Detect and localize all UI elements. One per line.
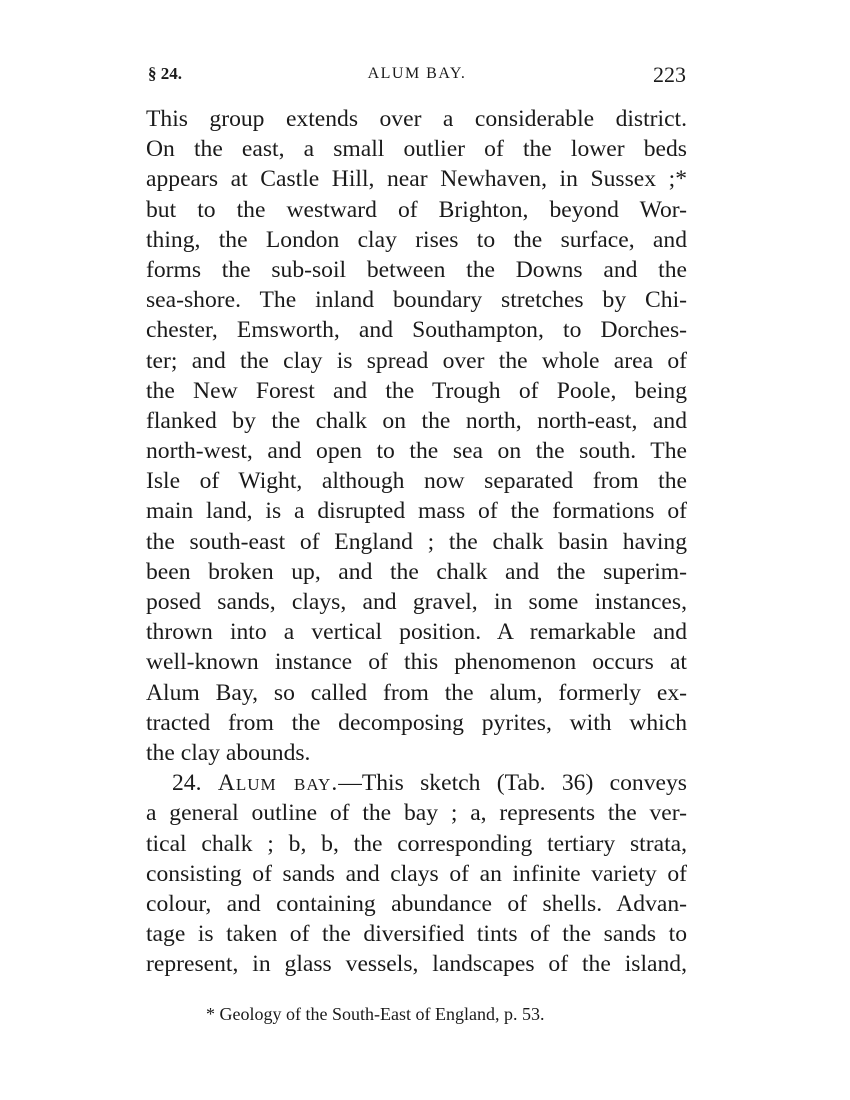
page-number: 223: [653, 62, 686, 87]
text-line: well-known instance of this phenomenon occurs at: [146, 649, 687, 676]
text-line: main land, is a disrupted mass of the formations of: [146, 498, 687, 525]
text-line: forms the sub-soil between the Downs and the: [146, 256, 687, 283]
text-line: Isle of Wight, although now separated from the: [146, 468, 687, 495]
section-heading-number: 24.: [172, 770, 202, 797]
section-number: § 24.: [148, 64, 182, 83]
text-line: colour, and containing abundance of shells. Advan-: [146, 890, 687, 917]
text-line: tical chalk ; b, b, the corresponding tertiary strata,: [146, 830, 687, 857]
text-line: chester, Emsworth, and Southampton, to Dorches-: [146, 317, 687, 344]
text-line: tage is taken of the diversified tints of the sands to: [146, 921, 687, 948]
text-line: a general outline of the bay ; a, represents the ver-: [146, 800, 687, 827]
text-line: thrown into a vertical position. A remarkable and: [146, 619, 687, 646]
text-line: ter; and the clay is spread over the whole area of: [146, 347, 687, 374]
text-line: flanked by the chalk on the north, north-east, and: [146, 407, 687, 434]
text-line: represent, in glass vessels, landscapes of the island,: [146, 951, 687, 978]
paragraph-last-line: the clay abounds.: [146, 739, 311, 766]
section-heading-title: Alum bay.: [217, 770, 339, 797]
text-line: tracted from the decomposing pyrites, with which: [146, 709, 687, 736]
running-header: [148, 62, 686, 90]
text-line: appears at Castle Hill, near Newhaven, in Sussex ;*: [146, 166, 687, 193]
section-heading-text: —This sketch (Tab. 36) conveys: [338, 770, 687, 797]
text-line: but to the westward of Brighton, beyond Wor-: [146, 196, 687, 223]
text-line: On the east, a small outlier of the lower beds: [146, 136, 687, 163]
text-line: Alum Bay, so called from the alum, formerly ex-: [146, 679, 687, 706]
text-line: consisting of sands and clays of an infinite variety of: [146, 860, 687, 887]
text-line: posed sands, clays, and gravel, in some instances,: [146, 589, 687, 615]
text-line: This group extends over a considerable district.: [146, 106, 687, 132]
text-line: north-west, and open to the sea on the south. The: [146, 438, 687, 465]
text-line: sea-shore. The inland boundary stretches by Chi-: [146, 287, 687, 314]
running-title: ALUM BAY.: [367, 65, 467, 82]
section-heading-line: [146, 768, 687, 798]
text-line: been broken up, and the chalk and the superim-: [146, 558, 687, 585]
body-text: [146, 104, 687, 979]
text-line: the New Forest and the Trough of Poole, being: [146, 377, 687, 404]
text-line: thing, the London clay rises to the surface, and: [146, 226, 687, 253]
footnote: * Geology of the South-East of England, p. 53.: [206, 1004, 545, 1024]
text-line: the south-east of England ; the chalk basin having: [146, 528, 687, 555]
